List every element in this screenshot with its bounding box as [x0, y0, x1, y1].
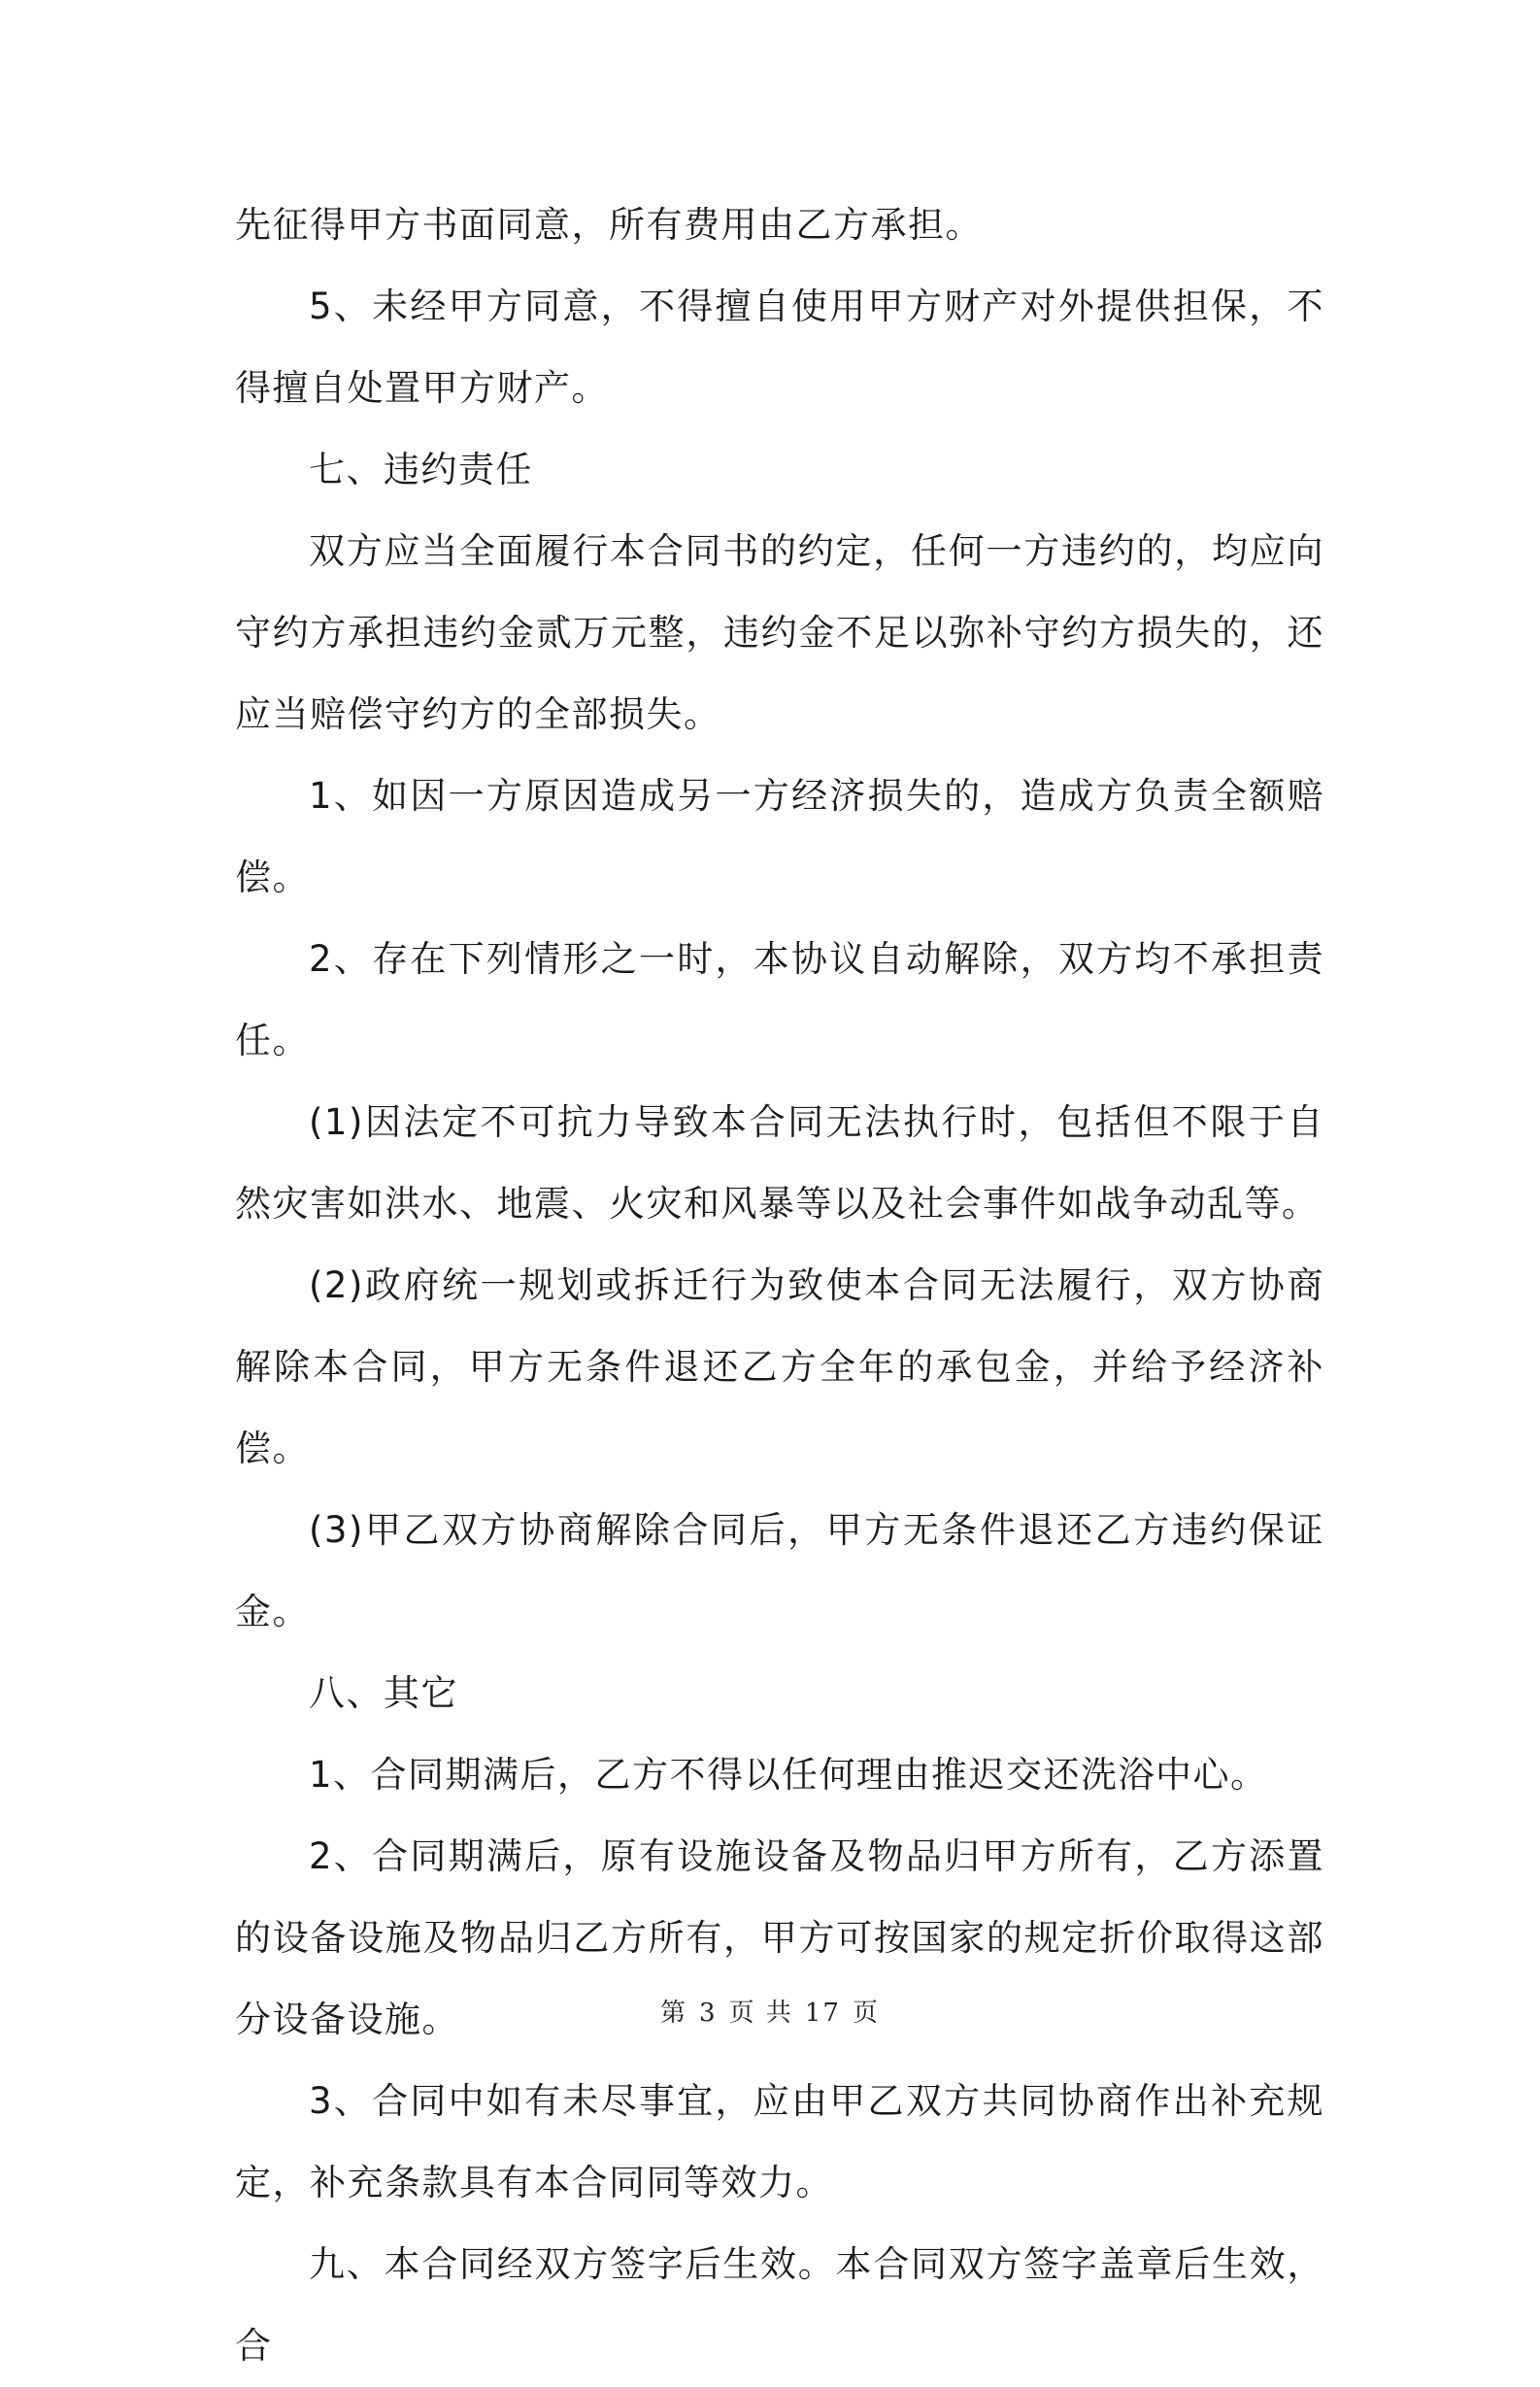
page-footer — [0, 1993, 1540, 2029]
paragraph-11: 1、合同期满后，乙方不得以任何理由推迟交还洗浴中心。 — [309, 1754, 1268, 1796]
paragraph-13: 3、合同中如有未尽事宜，应由甲乙双方共同协商作出补充规定，补充条款具有本合同同等效力。 — [235, 2080, 1324, 2203]
paragraph-5: 1、如因一方原因造成另一方经济损失的，造成方负责全额赔偿。 — [235, 775, 1324, 898]
footer-middle: 页 共 — [728, 1999, 793, 2028]
paragraph-14: 九、本合同经双方签字后生效。本合同双方签字盖章后生效，合 — [235, 2243, 1324, 2367]
paragraph-9: (3)甲乙双方协商解除合同后，甲方无条件退还乙方违约保证金。 — [235, 1509, 1324, 1632]
paragraph-12: 2、合同期满后，原有设施设备及物品归甲方所有，乙方添置的设备设施及物品归乙方所有，甲方可按国家的规定折价取得这部分设备设施。 — [235, 1835, 1324, 2040]
paragraph-6: 2、存在下列情形之一时，本协议自动解除，双方均不承担责任。 — [235, 938, 1324, 1061]
section-heading-other: 八、其它 — [309, 1672, 458, 1714]
footer-prefix: 第 — [660, 1999, 688, 2028]
paragraph-1: 先征得甲方书面同意，所有费用由乙方承担。 — [235, 204, 983, 246]
paragraph-8: (2)政府统一规划或拆迁行为致使本合同无法履行，双方协商解除本合同，甲方无条件退还乙方全年的承包金，并给予经济补偿。 — [235, 1264, 1324, 1469]
footer-suffix: 页 — [852, 1999, 880, 2028]
document-body — [235, 185, 1324, 2387]
footer-total-pages: 17 — [804, 1999, 841, 2028]
paragraph-4: 双方应当全面履行本合同书的约定，任何一方违约的，均应向守约方承担违约金贰万元整，违约金不足以弥补守约方损失的，还应当赔偿守约方的全部损失。 — [235, 530, 1324, 735]
footer-current-page: 3 — [699, 1999, 718, 2028]
paragraph-7: (1)因法定不可抗力导致本合同无法执行时，包括但不限于自然灾害如洪水、地震、火灾和风暴等以及社会事件如战争动乱等。 — [235, 1101, 1324, 1225]
section-heading-breach: 七、违约责任 — [309, 449, 533, 490]
paragraph-2: 5、未经甲方同意，不得擅自使用甲方财产对外提供担保，不得擅自处置甲方财产。 — [235, 286, 1324, 409]
